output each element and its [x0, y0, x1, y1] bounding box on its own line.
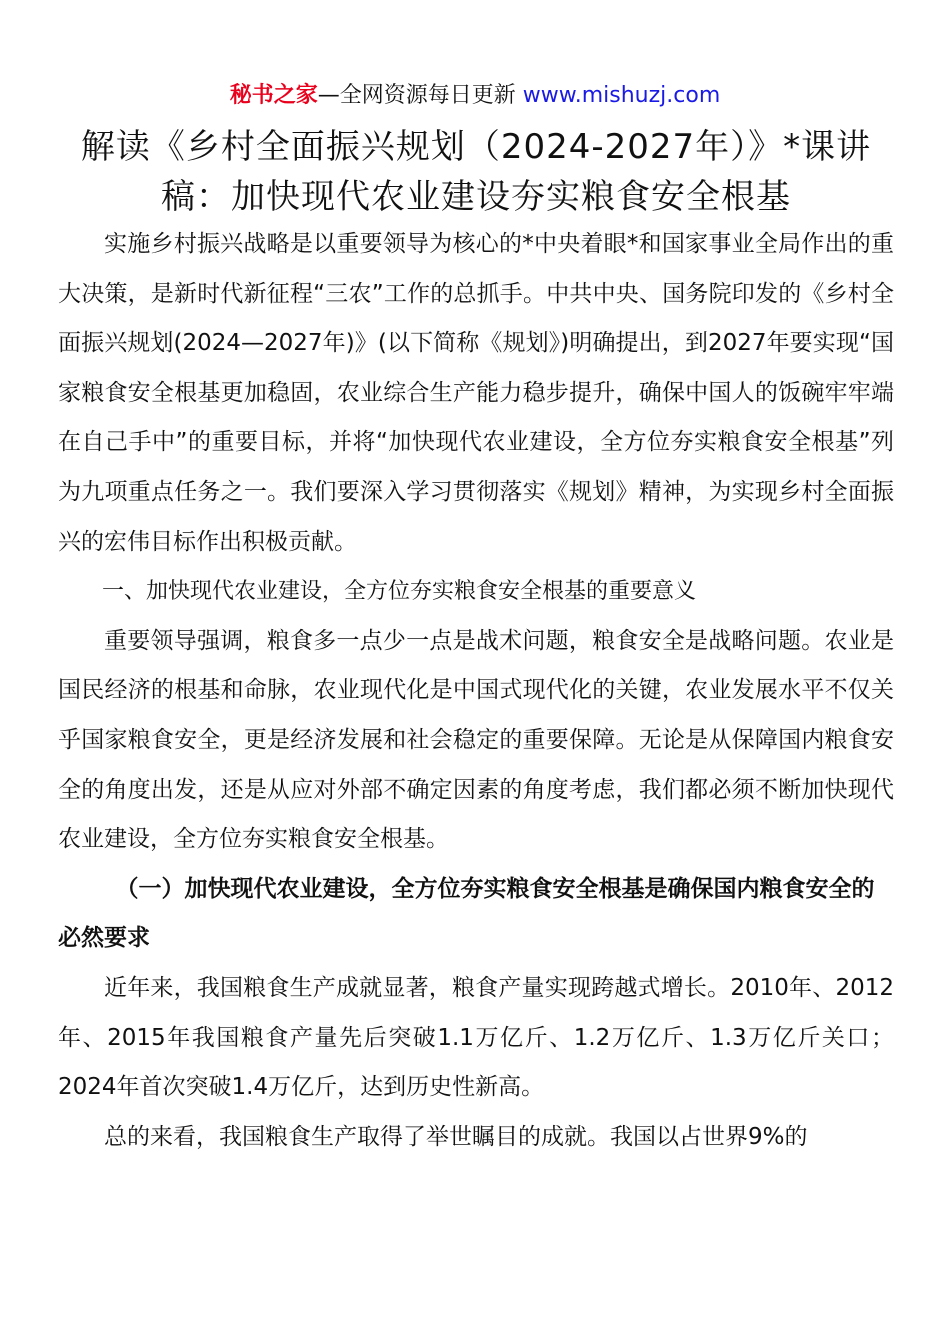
document-body	[58, 220, 894, 1162]
title-line-2: 稿：加快现代农业建设夯实粮食安全根基	[161, 177, 791, 217]
site-brand: 秘书之家	[229, 83, 318, 108]
body-paragraph: 重要领导强调，粮食多一点少一点是战术问题，粮食安全是战略问题。农业是国民经济的根基和命脉，农业现代化是中国式现代化的关键，农业发展水平不仅关乎国家粮食安全，更是经济发展和社会稳定的重要保障。无论是从保障国内粮食安全的角度出发，还是从应对外部不确定因素的角度考虑，我们都必须不断加快现代农业建设，全方位夯实粮食安全根基。	[58, 627, 894, 853]
site-url-link[interactable]: www.mishuzj.com	[522, 83, 721, 108]
site-tagline: —全网资源每日更新	[317, 83, 523, 108]
document-title	[56, 122, 896, 222]
body-paragraph: 实施乡村振兴战略是以重要领导为核心的*中央着眼*和国家事业全局作出的重大决策，是新时代新征程“三农”工作的总抓手。中共中央、国务院印发的《乡村全面振兴规划(2024—2027年)》(以下简称《规划》)明确提出，到2027年要实现“国家粮食安全根基更加稳固，农业综合生产能力稳步提升，确保中国人的饭碗牢牢端在自己手中”的重要目标，并将“加快现代农业建设，全方位夯实粮食安全根基”列为九项重点任务之一。我们要深入学习贯彻落实《规划》精神，为实现乡村全面振兴的宏伟目标作出积极贡献。	[58, 231, 894, 555]
title-line-1: 解读《乡村全面振兴规划（2024-2027年）》*课讲	[80, 127, 872, 167]
section-heading: 一、加快现代农业建设，全方位夯实粮食安全根基的重要意义	[102, 579, 697, 605]
body-paragraph: 总的来看，我国粮食生产取得了举世瞩目的成就。我国以占世界9%的	[104, 1123, 808, 1150]
subsection-heading: （一）加快现代农业建设，全方位夯实粮食安全根基是确保国内粮食安全的必然要求	[58, 875, 875, 952]
site-header	[0, 80, 950, 112]
body-paragraph: 近年来，我国粮食生产成就显著，粮食产量实现跨越式增长。2010年、2012年、2015年我国粮食产量先后突破1.1万亿斤、1.2万亿斤、1.3万亿斤关口；2024年首次突破1.4万亿斤，达到历史性新高。	[58, 974, 894, 1101]
